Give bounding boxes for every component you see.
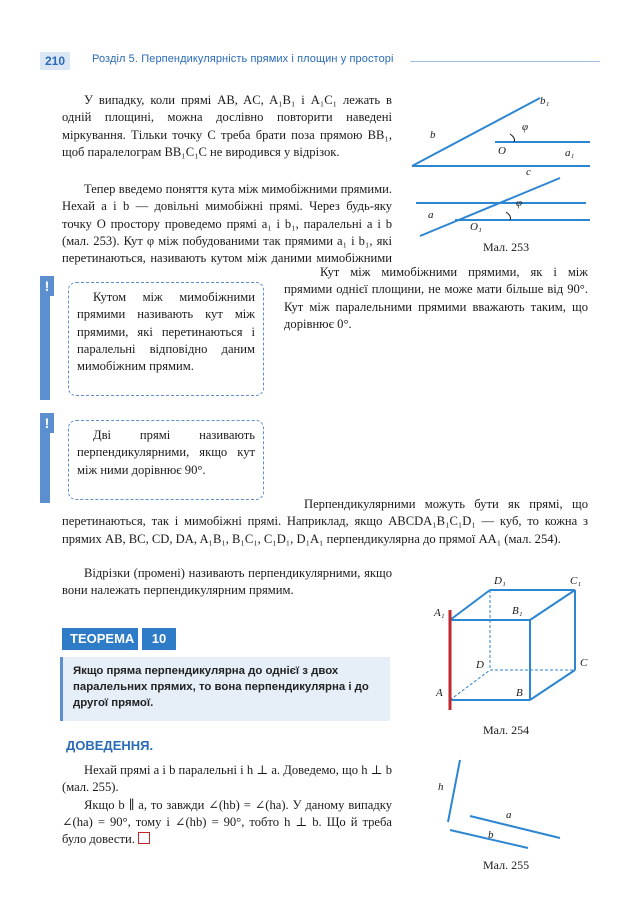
label-A1: A₁ [434,607,445,619]
note-2-bar [40,433,50,503]
paragraph-1-text: У випадку, коли прямі AB, AC, A₁B₁ і A₁C₁ лежать в одній площині, можна дослівно повторити наведені міркування. Тільки точку C треба брати поза прямою BB₁, щоб паралелограм BB₁C₁C не виродився у відрізок. [62,93,392,159]
note-1-text: Кутом між мимобіжними прямими називають кут між прямими, які перетинаються і паралельні відповідно даним мимобіжним прямим. [77,290,255,374]
label-h: h [438,781,444,793]
note-1-bar [40,296,50,400]
paragraph-1 [62,92,392,161]
label-B: B [516,687,523,699]
label-c: c [526,166,531,178]
paragraph-2-start [62,181,392,265]
line-c [420,178,560,236]
theorem-statement [60,657,390,721]
label-a: a [428,209,434,221]
note-2-text: Дві прямі називають перпендикулярними, якщо кут між ними дорівнює 90°. [77,428,255,477]
qed-icon [138,832,150,844]
paragraph-3-text: Кут між мимобіжними прямими, як і між прямими однієї площини, не може мати більше від 90°. Кут між паралельними прямими вважають таким, що дорівнює 0°. [284,265,588,331]
paragraph-5 [62,565,392,600]
label-C1: C₁ [570,575,582,587]
label-b1: b₁ [540,95,550,107]
note-2-marker: ! [40,413,54,433]
proof-heading: ДОВЕДЕННЯ. [66,738,154,753]
line-h [448,760,460,822]
angle-arc-2 [506,212,511,220]
label-b-255: b [488,829,494,841]
proof-line-2 [62,797,392,849]
paragraph-4 [62,496,588,548]
note-2 [68,420,264,500]
label-a1: a₁ [565,147,575,159]
header-rule [410,61,600,62]
label-D1: D₁ [494,575,506,587]
figure-254 [420,570,600,720]
label-O1: O₁ [470,221,482,233]
note-1-marker: ! [40,276,54,296]
caption-255: Мал. 255 [483,858,530,872]
theorem-number: 10 [142,628,176,650]
label-D: D [476,659,484,671]
label-C: C [580,657,588,669]
right-column-text [284,264,588,333]
angle-arc-1 [510,134,515,142]
figure-255 [420,750,580,855]
page-number: 210 [40,52,70,70]
paragraph-5-text: Відрізки (промені) називають перпендикулярними, якщо вони належать перпендикулярним прямим. [62,566,392,598]
label-B1: B₁ [512,605,523,617]
section-title: Розділ 5. Перпендикулярність прямих і площин у просторі [92,53,394,65]
label-A: A [436,687,443,699]
theorem-text: Якщо пряма перпендикулярна до однієї з двох паралельних прямих, то вона перпендикулярна і до другої прямої. [73,665,369,709]
figure-253 [400,88,600,263]
theorem-label: ТЕОРЕМА [62,628,138,650]
paragraph-2-text: Тепер введемо поняття кута між мимобіжними прямими. Нехай a і b — довільні мимобіжні прямі. Через будь-яку точку O простору проведемо прямі a₁ і b₁, паралельні a і b (мал. 253). Кут φ між побудованими так прямими a₁ і b₁, які перетинаються, називають кутом між даними мимобіжними [62,182,392,265]
proof-line-2-text: Якщо b ∥ a, то завжди ∠(hb) = ∠(ha). У даному випадку ∠(ha) = 90°, тому і ∠(hb) = 90°, тобто h ⊥ b. Що й треба було довести. [62,797,392,847]
label-a-255: a [506,809,512,821]
label-O: O [498,145,506,157]
note-1 [68,282,264,396]
caption-254: Мал. 254 [483,723,530,737]
line-a-255 [470,816,560,838]
proof-body [62,762,392,848]
paragraph-4-text: Перпендикулярними можуть бути як прямі, що перетинаються, так і мимобіжні прямі. Наприклад, якщо ABCDA₁B₁C₁D₁ — куб, то кожна з прямих AB, BC, CD, DA, A₁B₁, B₁C₁, C₁D₁, D₁A₁ перпендикулярна до прямої AA₁ (мал. 254). [62,497,588,546]
caption-253: Мал. 253 [483,240,530,254]
proof-line-1: Нехай прямі a і b паралельні і h ⊥ a. Доведемо, що h ⊥ b (мал. 255). [62,763,392,795]
label-phi-1: φ [522,121,529,133]
label-b: b [430,129,436,141]
label-phi-2: φ [516,197,523,209]
